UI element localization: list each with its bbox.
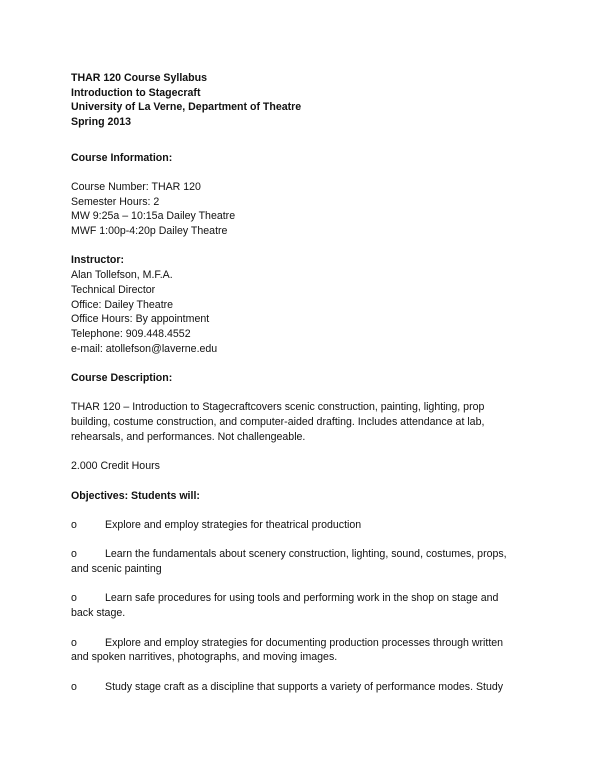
course-information-heading: Course Information:: [71, 151, 173, 164]
objective-item: [71, 518, 541, 533]
instructor-name: Alan Tollefson, M.F.A.: [71, 269, 173, 282]
meeting-time-mwf: MWF 1:00p-4:20p Dailey Theatre: [71, 225, 228, 237]
syllabus-page: [71, 71, 541, 694]
objective-item: [71, 591, 541, 620]
objective-text-continued: and scenic painting: [71, 563, 162, 576]
course-number: Course Number: THAR 120: [71, 180, 201, 193]
course-description-line-3: rehearsals, and performances. Not challengeable.: [71, 430, 306, 443]
credit-hours: 2.000 Credit Hours: [71, 460, 160, 473]
objective-item: [71, 680, 541, 695]
instructor-email: e-mail: atollefson@laverne.edu: [71, 342, 218, 355]
course-title-line: THAR 120 Course Syllabus: [71, 72, 207, 84]
objective-text: Explore and employ strategies for documenting production processes through written: [105, 636, 504, 649]
instructor-telephone: Telephone: 909.448.4552: [71, 327, 191, 340]
course-description-line-1: THAR 120 – Introduction to Stagecraftcovers scenic construction, painting, lighting, prop: [71, 401, 485, 414]
objective-bullet: o: [71, 518, 77, 531]
semester-hours: Semester Hours: 2: [71, 195, 160, 208]
objectives-heading: Objectives: Students will:: [71, 489, 200, 502]
syllabus-header: [71, 71, 541, 130]
objective-text: Study stage craft as a discipline that supports a variety of performance modes. Study: [105, 680, 504, 693]
course-description-line-2: building, costume construction, and computer-aided drafting. Includes attendance at lab,: [71, 416, 485, 429]
objective-item: [71, 636, 541, 665]
objective-text: Learn safe procedures for using tools and performing work in the shop on stage and: [105, 592, 499, 605]
objective-bullet: o: [71, 548, 77, 561]
term-line: Spring 2013: [71, 116, 132, 129]
course-information-section: [71, 151, 541, 239]
objective-bullet: o: [71, 636, 77, 649]
instructor-section: [71, 253, 541, 356]
instructor-office-hours: Office Hours: By appointment: [71, 313, 210, 326]
instructor-heading: Instructor:: [71, 254, 124, 267]
objective-text-continued: and spoken narritives, photographs, and moving images.: [71, 651, 338, 664]
course-description-heading: Course Description:: [71, 372, 173, 384]
institution-line: University of La Verne, Department of Theatre: [71, 101, 302, 114]
course-description-section: [71, 371, 541, 474]
objective-text: Explore and employ strategies for theatrical production: [105, 518, 362, 531]
objectives-section: [71, 489, 541, 695]
objective-text-continued: back stage.: [71, 607, 126, 620]
instructor-role: Technical Director: [71, 283, 156, 296]
objective-bullet: o: [71, 592, 77, 605]
objective-item: [71, 547, 541, 576]
objective-text: Learn the fundamentals about scenery construction, lighting, sound, costumes, props,: [105, 548, 507, 561]
instructor-office: Office: Dailey Theatre: [71, 298, 174, 311]
course-subtitle-line: Introduction to Stagecraft: [71, 86, 201, 99]
meeting-time-mw: MW 9:25a – 10:15a Dailey Theatre: [71, 210, 236, 223]
objective-bullet: o: [71, 680, 77, 693]
